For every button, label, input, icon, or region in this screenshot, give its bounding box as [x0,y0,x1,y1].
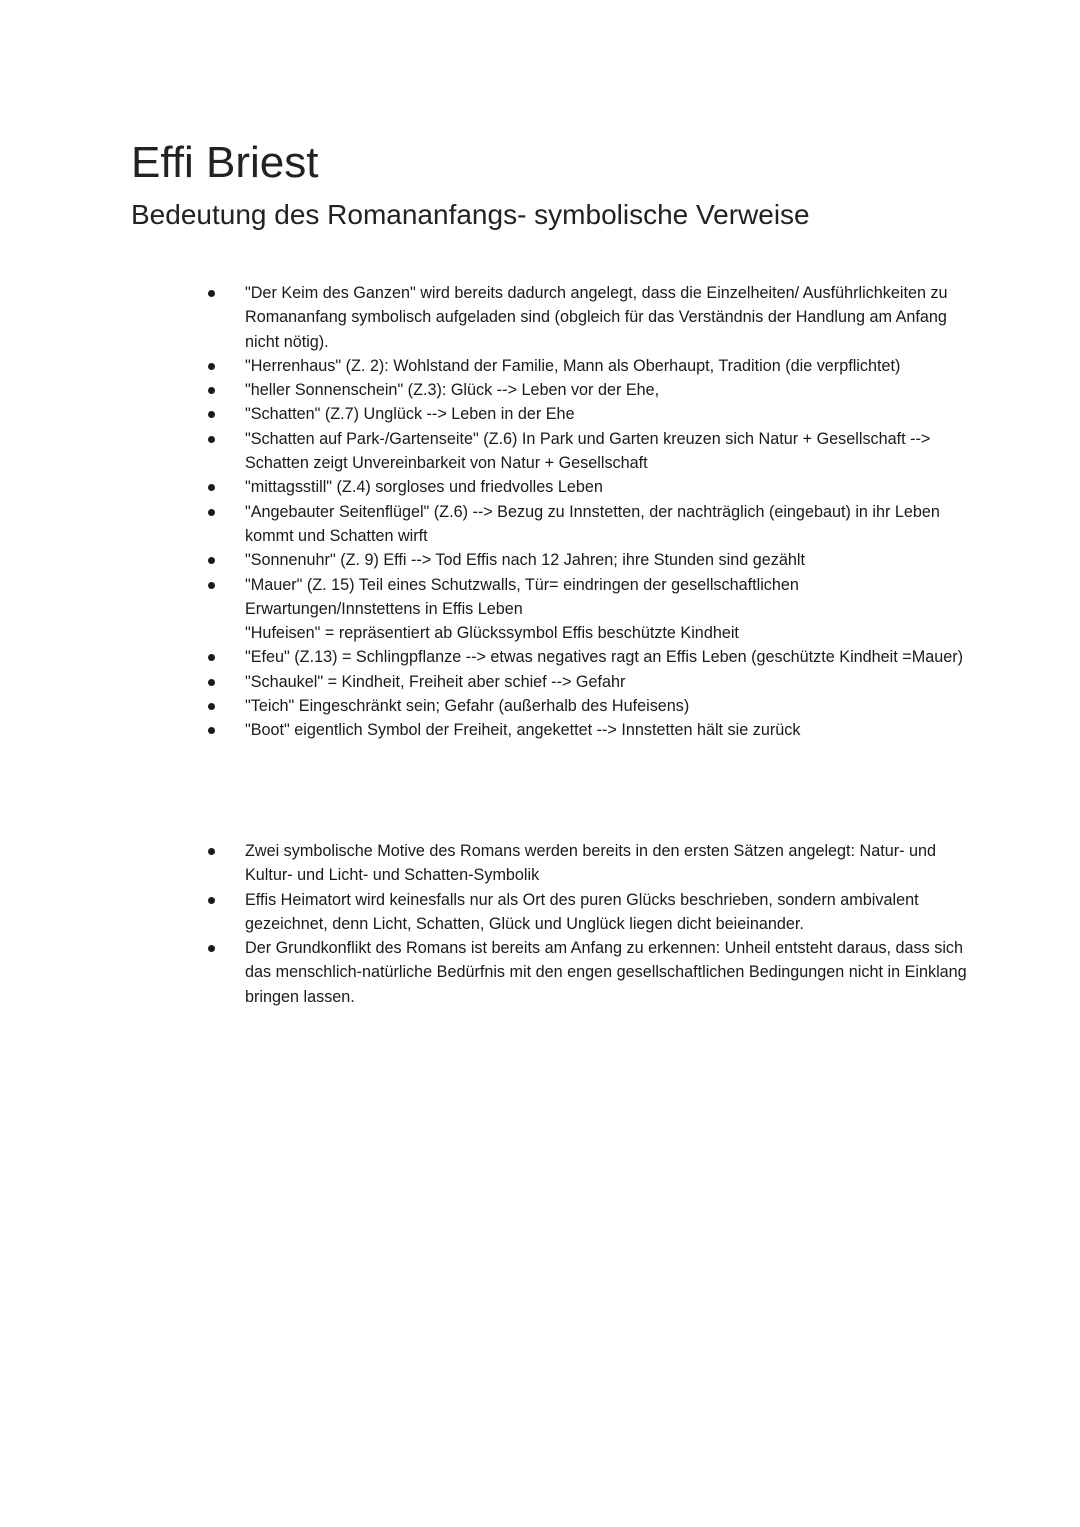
list-item-text: "Der Keim des Ganzen" wird bereits dadurch angelegt, dass die Einzelheiten/ Ausführlichkeiten zu Romananfang symbolisch aufgeladen sind (obgleich für das Verständnis der Handlung am Anfang nicht nötig). [245,284,948,351]
list-item-text: "Schatten auf Park-/Gartenseite" (Z.6) In Park und Garten kreuzen sich Natur + Gesellschaft --> Schatten zeigt Unvereinbarkeit von Natur + Gesellschaft [245,429,931,473]
list-item-text: "Sonnenuhr" (Z. 9) Effi --> Tod Effis nach 12 Jahren; ihre Stunden sind gezählt [245,551,805,570]
bullet-icon [208,557,215,564]
list-item [208,475,968,499]
list-item-text: Effis Heimatort wird keinesfalls nur als Ort des puren Glücks beschrieben, sondern ambivalent gezeichnet, denn Licht, Schatten, Glück und Unglück liegen dicht beieinander. [245,890,919,933]
list-item-text: "Herrenhaus" (Z. 2): Wohlstand der Familie, Mann als Oberhaupt, Tradition (die verpflichtet) [245,356,901,375]
bullet-icon [208,727,215,734]
list-item-text: "Teich" Eingeschränkt sein; Gefahr (außerhalb des Hufeisens) [245,697,690,716]
list-item-text: "mittagsstill" (Z.4) sorgloses und friedvolles Leben [245,478,603,497]
bullet-icon [208,484,215,491]
list-item-text: "Boot" eigentlich Symbol der Freiheit, angekettet --> Innstetten hält sie zurück [245,721,801,740]
list-item [208,427,968,476]
bullet-icon [208,654,215,661]
bullet-icon [208,411,215,418]
list-item [208,670,968,694]
list-item-text: "heller Sonnenschein" (Z.3): Glück --> Leben vor der Ehe, [245,381,660,400]
bullet-icon [208,290,215,297]
list-item [208,548,968,572]
bullet-icon [208,679,215,686]
bullet-icon [208,848,215,855]
list-item [208,281,968,354]
list-item-text: "Mauer" (Z. 15) Teil eines Schutzwalls, Tür= eindringen der gesellschaftlichen Erwartungen/Innstettens in Effis Leben [245,575,799,618]
list-item [208,354,968,378]
list-item-continuation [208,621,968,645]
list-item [208,500,968,549]
list-item-text: "Schaukel" = Kindheit, Freiheit aber schief --> Gefahr [245,672,626,691]
list-item [208,936,968,1009]
bullet-icon [208,363,215,370]
list-item [208,645,968,669]
document-subtitle: Bedeutung des Romananfangs- symbolische Verweise [131,199,810,230]
list-item-text: "Angebauter Seitenflügel" (Z.6) --> Bezug zu Innstetten, der nachträglich (eingebaut) in ihr Leben kommt und Schatten wirft [245,502,940,545]
list-item [208,573,968,622]
bullet-icon [208,582,215,589]
list-item-text: "Schatten" (Z.7) Unglück --> Leben in der Ehe [245,405,575,424]
summary-list [208,839,968,1009]
list-item [208,888,968,937]
list-item [208,694,968,718]
bullet-icon [208,387,215,394]
list-item-text: "Efeu" (Z.13) = Schlingpflanze --> etwas negatives ragt an Effis Leben (geschützte Kindheit =Mauer) [245,648,963,667]
symbol-list [208,281,968,743]
list-item-text: "Hufeisen" = repräsentiert ab Glückssymbol Effis beschützte Kindheit [245,624,739,643]
bullet-icon [208,436,215,443]
list-item [208,378,968,402]
bullet-icon [208,945,215,952]
bullet-icon [208,509,215,516]
list-item [208,839,968,888]
list-item [208,718,968,742]
list-item [208,402,968,426]
list-item-text: Der Grundkonflikt des Romans ist bereits am Anfang zu erkennen: Unheil entsteht daraus, dass sich das menschlich-natürliche Bedürfnis mit den engen gesellschaftlichen Bedingungen nicht in Einklang bringen lassen. [245,939,967,1006]
document-title: Effi Briest [131,138,319,187]
bullet-icon [208,703,215,710]
list-item-text: Zwei symbolische Motive des Romans werden bereits in den ersten Sätzen angelegt: Natur- und Kultur- und Licht- und Schatten-Symbolik [245,842,937,885]
bullet-icon [208,897,215,904]
